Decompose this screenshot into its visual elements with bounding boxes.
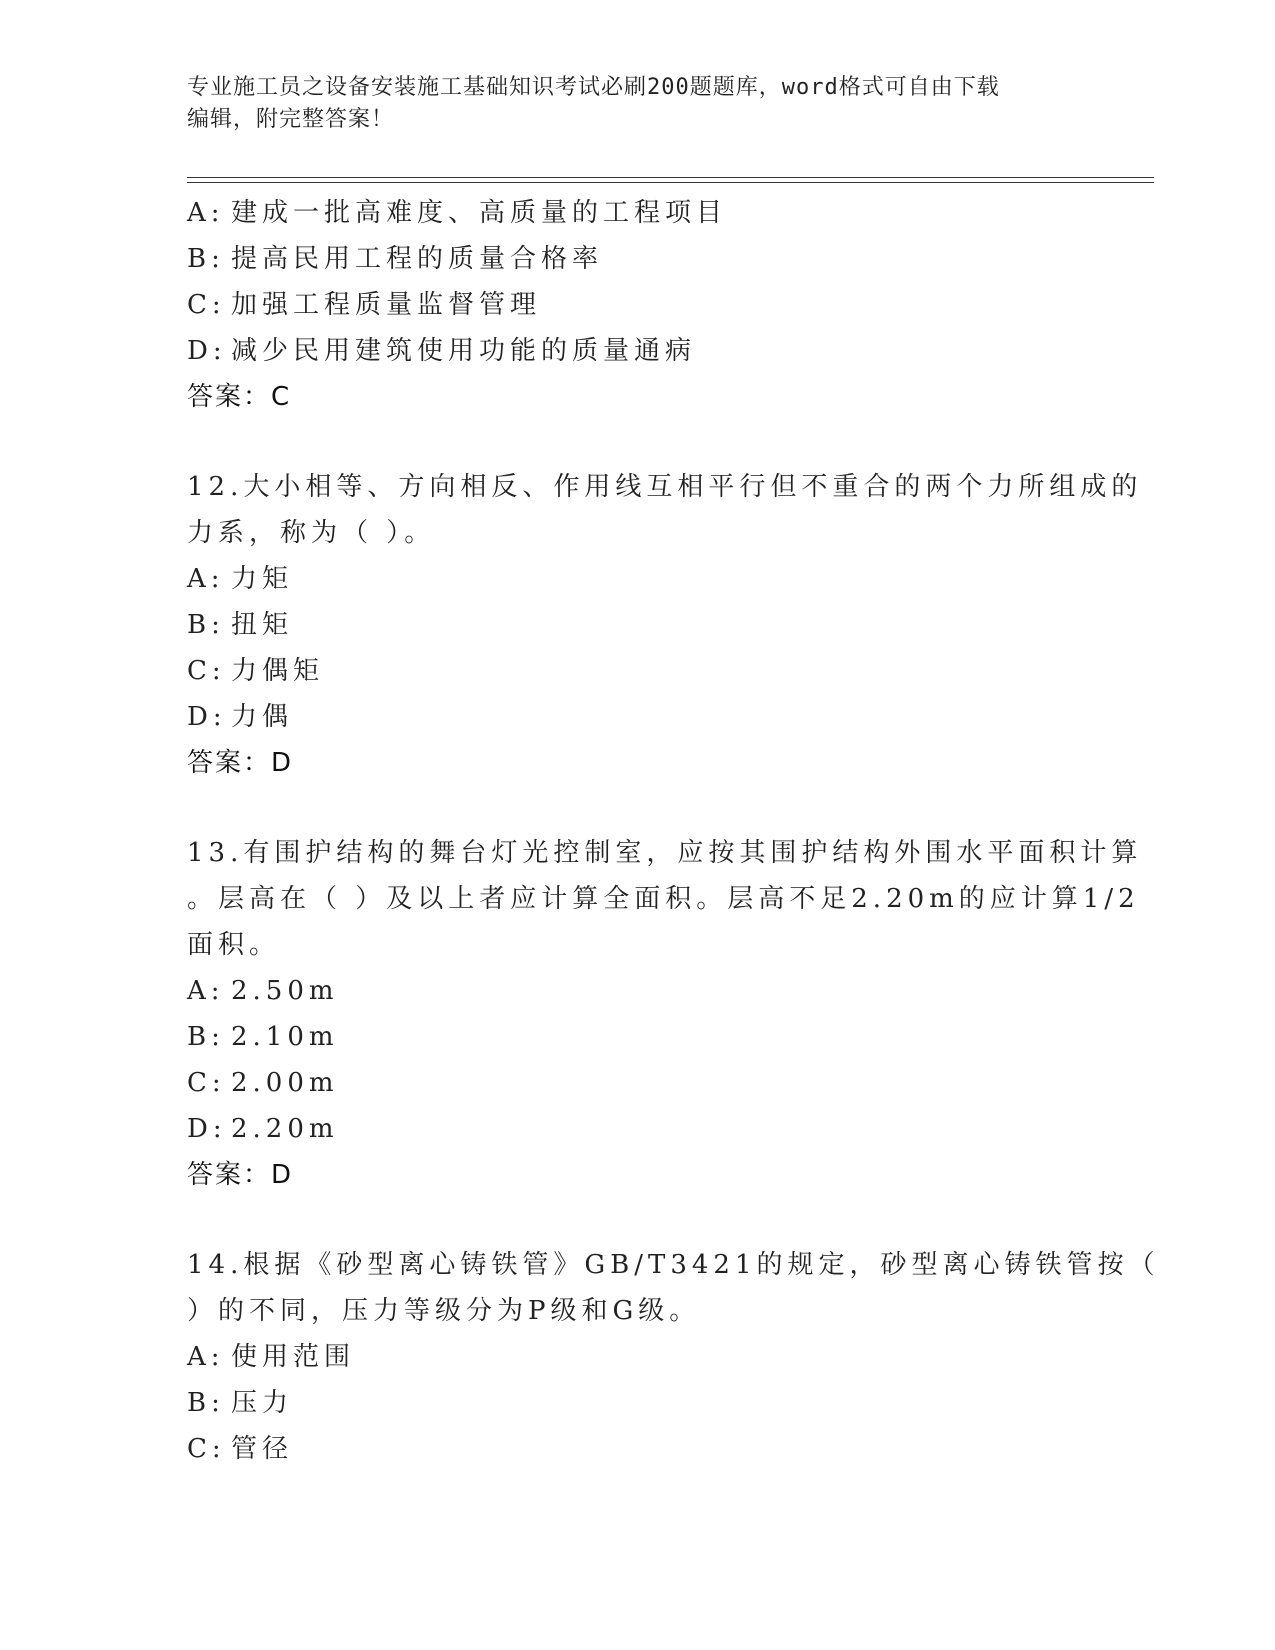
question-stem-line: 。层高在（ ）及以上者应计算全面积。层高不足2.20m的应计算1/2 — [187, 884, 1140, 914]
option-label: C: — [187, 290, 226, 320]
answer-line: 答案：D — [187, 1160, 294, 1190]
option-b — [187, 602, 1087, 648]
option-label: D: — [187, 336, 227, 366]
option-d — [187, 328, 1087, 374]
option-b — [187, 1014, 1087, 1060]
option-label: A: — [187, 1342, 225, 1372]
option-text: 提高民用工程的质量合格率 — [231, 244, 604, 274]
option-d — [187, 1106, 1087, 1152]
option-text: 管径 — [231, 1434, 294, 1464]
header-title-line-2: 编辑，附完整答案！ — [187, 107, 395, 132]
option-b — [187, 236, 1087, 282]
option-label: D: — [187, 702, 227, 732]
option-text: 加强工程质量监督管理 — [231, 290, 542, 320]
option-text: 力偶矩 — [231, 656, 325, 686]
question-stem-line: 12.大小相等、方向相反、作用线互相平行但不重合的两个力所组成的 — [187, 472, 1143, 502]
option-a — [187, 968, 1087, 1014]
question-14 — [187, 1242, 1160, 1472]
question-spacer — [187, 420, 1087, 464]
question-11 — [187, 190, 1087, 420]
option-label: A: — [187, 564, 225, 594]
header-divider-bottom — [187, 182, 1154, 183]
option-label: D: — [187, 1114, 227, 1144]
option-label: C: — [187, 656, 226, 686]
answer-line: 答案：D — [187, 748, 294, 778]
header-title-line-1: 专业施工员之设备安装施工基础知识考试必刷200题题库，word格式可自由下载 — [187, 75, 1000, 100]
option-a — [187, 190, 1087, 236]
option-a — [187, 1334, 1087, 1380]
question-stem-line: ）的不同，压力等级分为P级和G级。 — [187, 1296, 701, 1326]
option-text: 2.10m — [231, 1022, 339, 1052]
option-label: C: — [187, 1068, 226, 1098]
question-spacer — [187, 786, 1087, 830]
document-header — [187, 72, 1067, 136]
question-stem-line: 面积。 — [187, 930, 281, 960]
option-text: 使用范围 — [231, 1342, 356, 1372]
option-c — [187, 1060, 1087, 1106]
answer-line: 答案：C — [187, 382, 292, 412]
option-label: B: — [187, 244, 225, 274]
question-stem-line: 13.有围护结构的舞台灯光控制室，应按其围护结构外围水平面积计算 — [187, 838, 1143, 868]
option-label: C: — [187, 1434, 226, 1464]
option-label: B: — [187, 1022, 225, 1052]
option-text: 压力 — [231, 1388, 294, 1418]
question-stem-line: 力系，称为（ ）。 — [187, 518, 436, 548]
question-stem-line: 14.根据《砂型离心铸铁管》GB/T3421的规定，砂型离心铸铁管按（ — [187, 1250, 1160, 1280]
option-label: B: — [187, 1388, 225, 1418]
header-divider-top — [187, 177, 1154, 178]
question-12 — [187, 464, 1143, 786]
option-b — [187, 1380, 1087, 1426]
option-text: 力偶 — [231, 702, 294, 732]
option-label: B: — [187, 610, 225, 640]
option-c — [187, 282, 1087, 328]
option-d — [187, 694, 1087, 740]
option-text: 扭矩 — [231, 610, 294, 640]
question-spacer — [187, 1198, 1087, 1242]
option-text: 建成一批高难度、高质量的工程项目 — [231, 198, 728, 228]
option-text: 2.50m — [231, 976, 339, 1006]
option-text: 减少民用建筑使用功能的质量通病 — [231, 336, 697, 366]
option-label: A: — [187, 198, 225, 228]
option-c — [187, 648, 1087, 694]
option-text: 2.00m — [231, 1068, 339, 1098]
option-label: A: — [187, 976, 225, 1006]
option-text: 力矩 — [231, 564, 294, 594]
question-list — [187, 190, 1160, 1472]
question-13 — [187, 830, 1143, 1198]
option-text: 2.20m — [231, 1114, 339, 1144]
option-c — [187, 1426, 1087, 1472]
option-a — [187, 556, 1087, 602]
